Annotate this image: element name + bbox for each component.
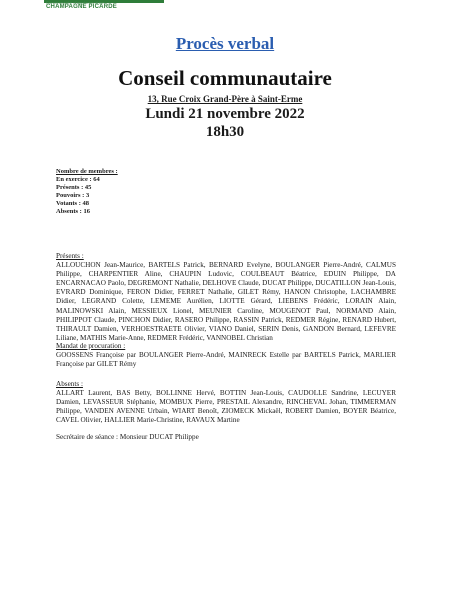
presents-section xyxy=(56,252,396,343)
mandat-heading: Mandat de procuration : xyxy=(56,342,126,350)
mandat-list: GOOSSENS Françoise par BOULANGER Pierre-André, MAINRECK Estelle par BARTELS Patrick, MARLIER Françoise par GILET Rémy xyxy=(56,351,396,369)
absents-list: ALLART Laurent, BAS Betty, BOLLINNE Hervé, BOTTIN Jean-Louis, CAUDOLLE Sandrine, LECUYER Damien, LEVASSEUR Stéphanie, MOMBUX Pierre, PRESTAIL Alexandre, RINCHEVAL Johan, TIMMERMAN Philippe, VANDEN AVENNE Urbain, WIART Benoît, ZIOMECK Mickaël, ROBERT Damien, BOYER Béatrice, CAVEL Olivier, HALLIER Marie-Christine, RAVAUX Martine xyxy=(56,389,396,425)
member-stats xyxy=(56,168,118,216)
stats-heading: Nombre de membres : xyxy=(56,168,118,175)
secretaire-section xyxy=(56,433,396,442)
secretaire-line: Secrétaire de séance : Monsieur DUCAT Philippe xyxy=(56,433,199,441)
stat-line: En exercice : 64 xyxy=(56,176,100,183)
page-title: Procès verbal xyxy=(175,34,275,53)
logo xyxy=(44,0,174,18)
council-title: Conseil communautaire xyxy=(118,66,332,90)
stat-line: Absents : 16 xyxy=(56,208,90,215)
meeting-time: 18h30 xyxy=(205,124,245,140)
logo-tagline: Communauté d'agglomération xyxy=(46,0,105,5)
meeting-date: Lundi 21 novembre 2022 xyxy=(145,106,305,122)
presents-heading: Présents : xyxy=(56,252,84,260)
presents-list: ALLOUCHON Jean-Maurice, BARTELS Patrick, BERNARD Evelyne, BOULANGER Pierre-André, CALMUS Philippe, CHARPENTIER Aline, CHAUPIN Ludovic, COULBEAUT Béatrice, EDUIN Philippe, DA ENCARNACAO Paolo, DEGREMONT Nathalie, DELHOVE Claude, DUCAT Philippe, DUCATILLON Jean-Louis, EVRARD Dominique, FERON Didier, FERRET Nathalie, GILET Rémy, HANON Christophe, LACHAMBRE Didier, LEGRAND Colette, LEMEME Aurélien, LIOTTE Gérard, LIEBENS Frédéric, LORAIN Alain, MALINOWSKI Alain, MESSIEUX Lionel, MEUNIER Caroline, MOUGENOT Paul, NORMAND Alain, PHILIPPOT Claude, PINCHON Didier, RASERO Philippe, RASSIN Patrick, REDMER Régine, RENARD Hubert, THIRAULT Damien, VERHOESTRAETE Olivier, VIANO Daniel, SERIN Denis, GANDON Bernard, LEFEVRE Liliane, MATHIS Marie-Anne, REDMER Frédéric, VANNOBEL Christian xyxy=(56,261,396,342)
absents-heading: Absents : xyxy=(56,380,83,388)
stat-line: Présents : 45 xyxy=(56,184,92,191)
logo-name: CHAMPAGNE PICARDE xyxy=(46,4,117,10)
stat-line: Votants : 48 xyxy=(56,200,89,207)
meeting-address: 13, Rue Croix Grand-Père à Saint-Erme xyxy=(147,94,303,104)
absents-section xyxy=(56,380,396,425)
stat-line: Pouvoirs : 3 xyxy=(56,192,90,199)
mandat-section xyxy=(56,342,396,369)
